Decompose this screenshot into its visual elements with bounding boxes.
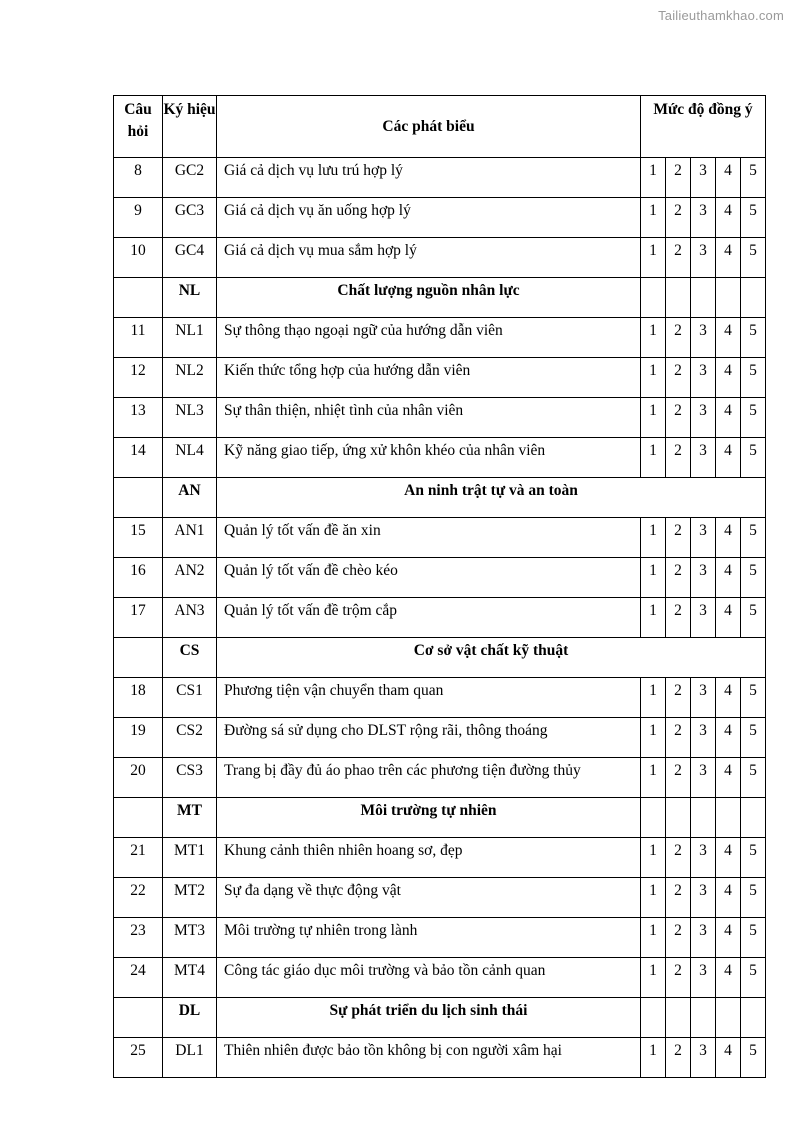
category-title: Chất lượng nguồn nhân lực [217,278,641,318]
agreement-level: 3 [691,158,716,198]
agreement-level: 2 [666,158,691,198]
agreement-level: 4 [716,718,741,758]
item-code: NL2 [163,358,217,398]
table-row [114,158,766,198]
item-code: NL4 [163,438,217,478]
statement-text: Sự thông thạo ngoại ngữ của hướng dẫn viên [217,318,641,358]
question-number: 16 [114,558,163,598]
question-number: 25 [114,1038,163,1078]
category-code: DL [163,998,217,1038]
agreement-level: 3 [691,518,716,558]
table-row [114,398,766,438]
agreement-level: 1 [641,718,666,758]
question-number: 22 [114,878,163,918]
agreement-level: 4 [716,438,741,478]
question-number: 12 [114,358,163,398]
table-row [114,238,766,278]
agreement-level: 4 [716,158,741,198]
agreement-level: 5 [741,158,766,198]
agreement-level: 1 [641,398,666,438]
item-code: NL1 [163,318,217,358]
table-row [114,558,766,598]
item-code: CS1 [163,678,217,718]
watermark: Tailieuthamkhao.com [658,8,784,23]
agreement-level: 5 [741,198,766,238]
agreement-level: 3 [691,718,716,758]
category-code: NL [163,278,217,318]
item-code: DL1 [163,1038,217,1078]
table-row [114,758,766,798]
statement-text: Môi trường tự nhiên trong lành [217,918,641,958]
question-number: 24 [114,958,163,998]
category-number-cell [114,638,163,678]
category-title: Cơ sở vật chất kỹ thuật [217,638,766,678]
agreement-level: 1 [641,958,666,998]
table-row [114,678,766,718]
statement-text: Khung cảnh thiên nhiên hoang sơ, đẹp [217,838,641,878]
category-code: CS [163,638,217,678]
agreement-level: 4 [716,838,741,878]
question-number: 23 [114,918,163,958]
agreement-level: 5 [741,718,766,758]
question-number: 20 [114,758,163,798]
item-code: CS2 [163,718,217,758]
item-code: GC2 [163,158,217,198]
category-row [114,638,766,678]
agreement-level: 5 [741,878,766,918]
statement-text: Trang bị đầy đủ áo phao trên các phương tiện đường thủy [217,758,641,798]
table-row [114,598,766,638]
item-code: MT1 [163,838,217,878]
agreement-level: 4 [716,198,741,238]
item-code: MT4 [163,958,217,998]
statement-text: Thiên nhiên được bảo tồn không bị con người xâm hại [217,1038,641,1078]
statement-text: Phương tiện vận chuyển tham quan [217,678,641,718]
item-code: GC4 [163,238,217,278]
agreement-level: 5 [741,958,766,998]
statement-text: Sự thân thiện, nhiệt tình của nhân viên [217,398,641,438]
agreement-level: 5 [741,558,766,598]
table-header-row [114,96,766,158]
category-title: Môi trường tự nhiên [217,798,641,838]
item-code: AN2 [163,558,217,598]
statement-text: Đường sá sử dụng cho DLST rộng rãi, thông thoáng [217,718,641,758]
category-title: Sự phát triển du lịch sinh thái [217,998,641,1038]
agreement-level: 2 [666,1038,691,1078]
category-number-cell [114,798,163,838]
table-row [114,958,766,998]
agreement-level: 2 [666,518,691,558]
empty-level-cell [741,998,766,1038]
category-number-cell [114,478,163,518]
category-row [114,278,766,318]
category-code: AN [163,478,217,518]
item-code: AN3 [163,598,217,638]
question-number: 18 [114,678,163,718]
table-row [114,718,766,758]
agreement-level: 3 [691,558,716,598]
agreement-level: 5 [741,918,766,958]
agreement-level: 3 [691,758,716,798]
agreement-level: 1 [641,438,666,478]
agreement-level: 2 [666,918,691,958]
item-code: NL3 [163,398,217,438]
header-question: Câu hỏi [114,96,163,158]
agreement-level: 5 [741,518,766,558]
agreement-level: 2 [666,438,691,478]
question-number: 11 [114,318,163,358]
agreement-level: 3 [691,958,716,998]
category-row [114,478,766,518]
agreement-level: 2 [666,398,691,438]
agreement-level: 3 [691,918,716,958]
agreement-level: 5 [741,598,766,638]
empty-level-cell [666,278,691,318]
agreement-level: 5 [741,838,766,878]
empty-level-cell [691,998,716,1038]
agreement-level: 1 [641,158,666,198]
agreement-level: 4 [716,358,741,398]
header-statement: Các phát biểu [217,96,641,158]
agreement-level: 1 [641,878,666,918]
agreement-level: 3 [691,358,716,398]
table-row [114,518,766,558]
question-number: 13 [114,398,163,438]
table-row [114,318,766,358]
agreement-level: 2 [666,838,691,878]
agreement-level: 1 [641,758,666,798]
empty-level-cell [741,278,766,318]
item-code: MT2 [163,878,217,918]
agreement-level: 4 [716,678,741,718]
agreement-level: 2 [666,238,691,278]
question-number: 8 [114,158,163,198]
agreement-level: 4 [716,518,741,558]
question-number: 14 [114,438,163,478]
statement-text: Giá cả dịch vụ mua sắm hợp lý [217,238,641,278]
agreement-level: 4 [716,598,741,638]
statement-text: Sự đa dạng về thực động vật [217,878,641,918]
category-row [114,998,766,1038]
agreement-level: 1 [641,1038,666,1078]
question-number: 21 [114,838,163,878]
agreement-level: 5 [741,358,766,398]
question-number: 9 [114,198,163,238]
survey-table [113,95,766,1078]
empty-level-cell [716,998,741,1038]
agreement-level: 1 [641,318,666,358]
statement-text: Công tác giáo dục môi trường và bảo tồn cảnh quan [217,958,641,998]
statement-text: Quản lý tốt vấn đề ăn xin [217,518,641,558]
agreement-level: 4 [716,918,741,958]
category-title: An ninh trật tự và an toàn [217,478,766,518]
agreement-level: 1 [641,838,666,878]
agreement-level: 3 [691,598,716,638]
table-row [114,1038,766,1078]
agreement-level: 2 [666,678,691,718]
category-number-cell [114,278,163,318]
agreement-level: 5 [741,1038,766,1078]
agreement-level: 5 [741,398,766,438]
agreement-level: 1 [641,358,666,398]
item-code: MT3 [163,918,217,958]
agreement-level: 4 [716,238,741,278]
question-number: 19 [114,718,163,758]
agreement-level: 3 [691,398,716,438]
agreement-level: 5 [741,678,766,718]
agreement-level: 1 [641,558,666,598]
table-row [114,438,766,478]
statement-text: Quản lý tốt vấn đề chèo kéo [217,558,641,598]
agreement-level: 1 [641,598,666,638]
empty-level-cell [641,798,666,838]
category-code: MT [163,798,217,838]
agreement-level: 1 [641,678,666,718]
agreement-level: 2 [666,718,691,758]
agreement-level: 4 [716,558,741,598]
item-code: AN1 [163,518,217,558]
empty-level-cell [691,278,716,318]
agreement-level: 4 [716,958,741,998]
agreement-level: 2 [666,198,691,238]
empty-level-cell [666,998,691,1038]
agreement-level: 2 [666,318,691,358]
agreement-level: 3 [691,878,716,918]
agreement-level: 1 [641,198,666,238]
agreement-level: 3 [691,198,716,238]
item-code: CS3 [163,758,217,798]
agreement-level: 5 [741,318,766,358]
header-code: Ký hiệu [163,96,217,158]
agreement-level: 1 [641,918,666,958]
agreement-level: 3 [691,838,716,878]
agreement-level: 4 [716,398,741,438]
agreement-level: 1 [641,238,666,278]
agreement-level: 2 [666,598,691,638]
agreement-level: 4 [716,318,741,358]
table-row [114,878,766,918]
agreement-level: 5 [741,238,766,278]
category-number-cell [114,998,163,1038]
agreement-level: 2 [666,958,691,998]
agreement-level: 4 [716,758,741,798]
empty-level-cell [666,798,691,838]
table-row [114,198,766,238]
agreement-level: 4 [716,1038,741,1078]
agreement-level: 5 [741,438,766,478]
question-number: 15 [114,518,163,558]
header-agreement: Mức độ đồng ý [641,96,766,158]
item-code: GC3 [163,198,217,238]
empty-level-cell [641,998,666,1038]
agreement-level: 3 [691,1038,716,1078]
question-number: 10 [114,238,163,278]
table-row [114,358,766,398]
table-row [114,838,766,878]
agreement-level: 2 [666,358,691,398]
agreement-level: 2 [666,758,691,798]
empty-level-cell [641,278,666,318]
agreement-level: 3 [691,238,716,278]
empty-level-cell [716,278,741,318]
agreement-level: 2 [666,878,691,918]
agreement-level: 2 [666,558,691,598]
table-row [114,918,766,958]
statement-text: Giá cả dịch vụ ăn uống hợp lý [217,198,641,238]
agreement-level: 3 [691,678,716,718]
agreement-level: 5 [741,758,766,798]
empty-level-cell [691,798,716,838]
empty-level-cell [716,798,741,838]
statement-text: Giá cả dịch vụ lưu trú hợp lý [217,158,641,198]
statement-text: Kỹ năng giao tiếp, ứng xử khôn khéo của nhân viên [217,438,641,478]
agreement-level: 4 [716,878,741,918]
agreement-level: 1 [641,518,666,558]
category-row [114,798,766,838]
statement-text: Kiến thức tổng hợp của hướng dẫn viên [217,358,641,398]
empty-level-cell [741,798,766,838]
question-number: 17 [114,598,163,638]
agreement-level: 3 [691,438,716,478]
agreement-level: 3 [691,318,716,358]
statement-text: Quản lý tốt vấn đề trộm cắp [217,598,641,638]
